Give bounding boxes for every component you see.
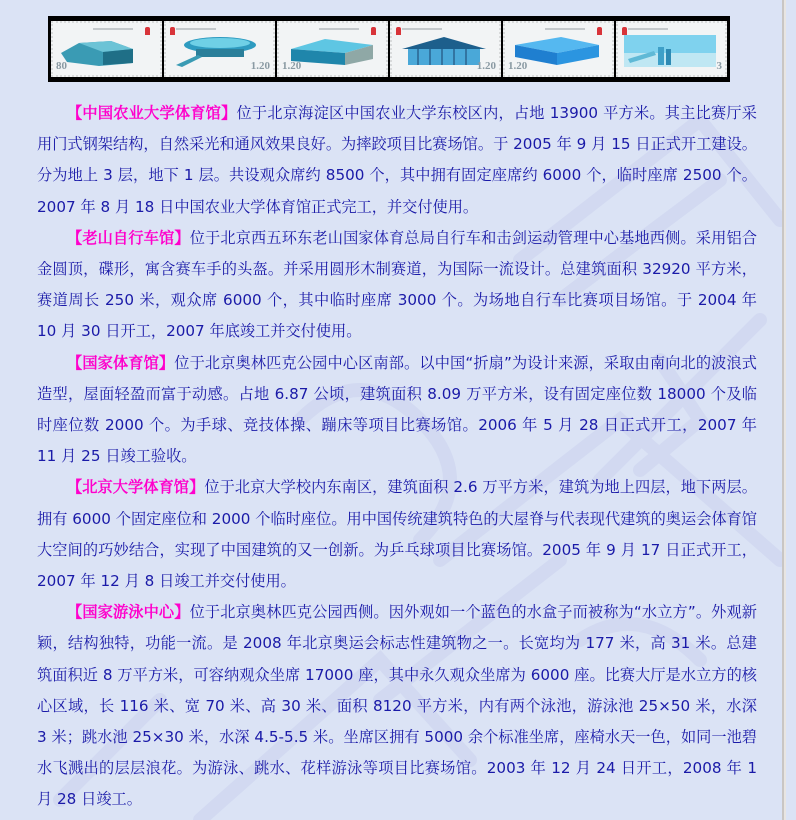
- stamp-national-indoor-stadium: [277, 21, 388, 77]
- venue-illustration: [624, 35, 716, 67]
- stamp-caption-line: [93, 28, 133, 30]
- venue-heading: 【北京大学体育馆】: [67, 478, 205, 497]
- stamp-denomination: 3: [716, 60, 722, 72]
- venue-paragraph-laoshan-velodrome: [37, 223, 757, 348]
- olympic-logo-icon: [145, 27, 150, 35]
- olympic-logo-icon: [396, 27, 401, 35]
- window-right-border: [782, 0, 796, 820]
- stamp-shunyi-rowing-park: [616, 21, 727, 77]
- stamp-denomination: 1.20: [282, 60, 302, 72]
- stamp-caption-line: [319, 28, 359, 30]
- stamp-laoshan-velodrome: [164, 21, 275, 77]
- stamp-agricultural-university-gym: [51, 21, 162, 77]
- venue-description: 位于北京大学校内东南区，建筑面积 2.6 万平方米，建筑为地上四层，地下两层。拥有 6000 个固定座位和 2000 个临时座位。用中国传统建筑特色的大屋脊与代表现代建筑的奥运会体育馆大空间的巧妙结合，实现了中国建筑的又一创新。为乒乓球项目比赛场馆。2005 年 9 月 17 日正式开工，2007 年 12 月 8 日竣工并交付使用。: [37, 478, 757, 591]
- venue-paragraph-national-indoor-stadium: [37, 348, 757, 473]
- venue-heading: 【中国农业大学体育馆】: [67, 104, 237, 122]
- venue-heading: 【国家游泳中心】: [67, 603, 190, 622]
- stamp-caption-line: [628, 28, 668, 30]
- olympic-logo-icon: [597, 27, 602, 35]
- stamp-caption-line: [402, 28, 442, 30]
- venue-description: 位于北京奥林匹克公园西侧。因外观如一个蓝色的水盒子而被称为“水立方”。外观新颖，结构独特，功能一流。是 2008 年北京奥运会标志性建筑物之一。长宽均为 177 米，高 31 米。总建筑面积近 8 万平方米，可容纳观众坐席 17000 座，其中永久观众坐席为 6000 座。比赛大厅是水立方的核心区域，长 116 米、宽 70 米、高 30 米、面积 8120 平方米，内有两个泳池，游泳池 25×50 米，水深 3 米；跳水池 25×30 米，水深 4.5-5.5 米。坐席区拥有 5000 余个标准坐席，座椅水天一色，如同一池碧水飞溅出的层层浪花。为游泳、跳水、花样游泳等项目比赛场馆。2003 年 12 月 24 日开工，2008 年 1 月 28 日竣工。: [37, 603, 757, 809]
- stamp-denomination: 1.20: [508, 60, 528, 72]
- venue-description: 位于北京海淀区中国农业大学东校区内，占地 13900 平方米。其主比赛厅采用门式钢架结构，自然采光和通风效果良好。为摔跤项目比赛场馆。于 2005 年 9 月 15 日正式开工建设。分为地上 3 层，地下 1 层。共设观众席约 8500 个，其中拥有固定座席约 6000 个，临时座席 2500 个。2007 年 8 月 18 日中国农业大学体育馆正式完工，并交付使用。: [37, 104, 757, 216]
- venue-description: 位于北京西五环东老山国家体育总局自行车和击剑运动管理中心基地西侧。采用铝合金圆顶，碟形，寓含赛车手的头盔。并采用圆形木制赛道，为国际一流设计。总建筑面积 32920 平方米，赛道周长 250 米，观众席 6000 个，其中临时座席 3000 个。为场地自行车比赛项目场馆。于 2004 年 10 月 30 日开工，2007 年底竣工并交付使用。: [37, 228, 758, 341]
- stamp-peking-university-gym: [390, 21, 501, 77]
- stamp-denomination: 80: [56, 60, 67, 72]
- stamp-strip-image: [48, 16, 730, 82]
- olympic-logo-icon: [371, 27, 376, 35]
- stamp-national-aquatics-center: [503, 21, 614, 77]
- olympic-logo-icon: [170, 27, 175, 35]
- stamp-caption-line: [545, 28, 585, 30]
- venue-heading: 【老山自行车馆】: [67, 228, 190, 247]
- stamp-caption-line: [176, 28, 216, 30]
- venue-paragraph-peking-university-gym: [37, 472, 757, 597]
- venue-paragraph-agricultural-university-gym: [37, 98, 757, 223]
- venue-illustration: [59, 35, 151, 67]
- stamp-denomination: 1.20: [476, 60, 496, 72]
- olympic-logo-icon: [622, 27, 627, 35]
- venue-paragraph-national-aquatics-center: [37, 597, 757, 815]
- article-body: [37, 98, 757, 816]
- stamp-denomination: 1.20: [250, 60, 270, 72]
- venue-heading: 【国家体育馆】: [67, 353, 175, 372]
- venue-description: 位于北京奥林匹克公园中心区南部。以中国“折扇”为设计来源，采取由南向北的波浪式造型，屋面轻盈而富于动感。占地 6.87 公顷，建筑面积 8.09 万平方米，设有固定座位数 18000 个及临时座位数 2000 个。为手球、竞技体操、蹦床等项目比赛场馆。2006 年 5 月 28 日正式开工，2007 年 11 月 25 日竣工验收。: [37, 353, 757, 466]
